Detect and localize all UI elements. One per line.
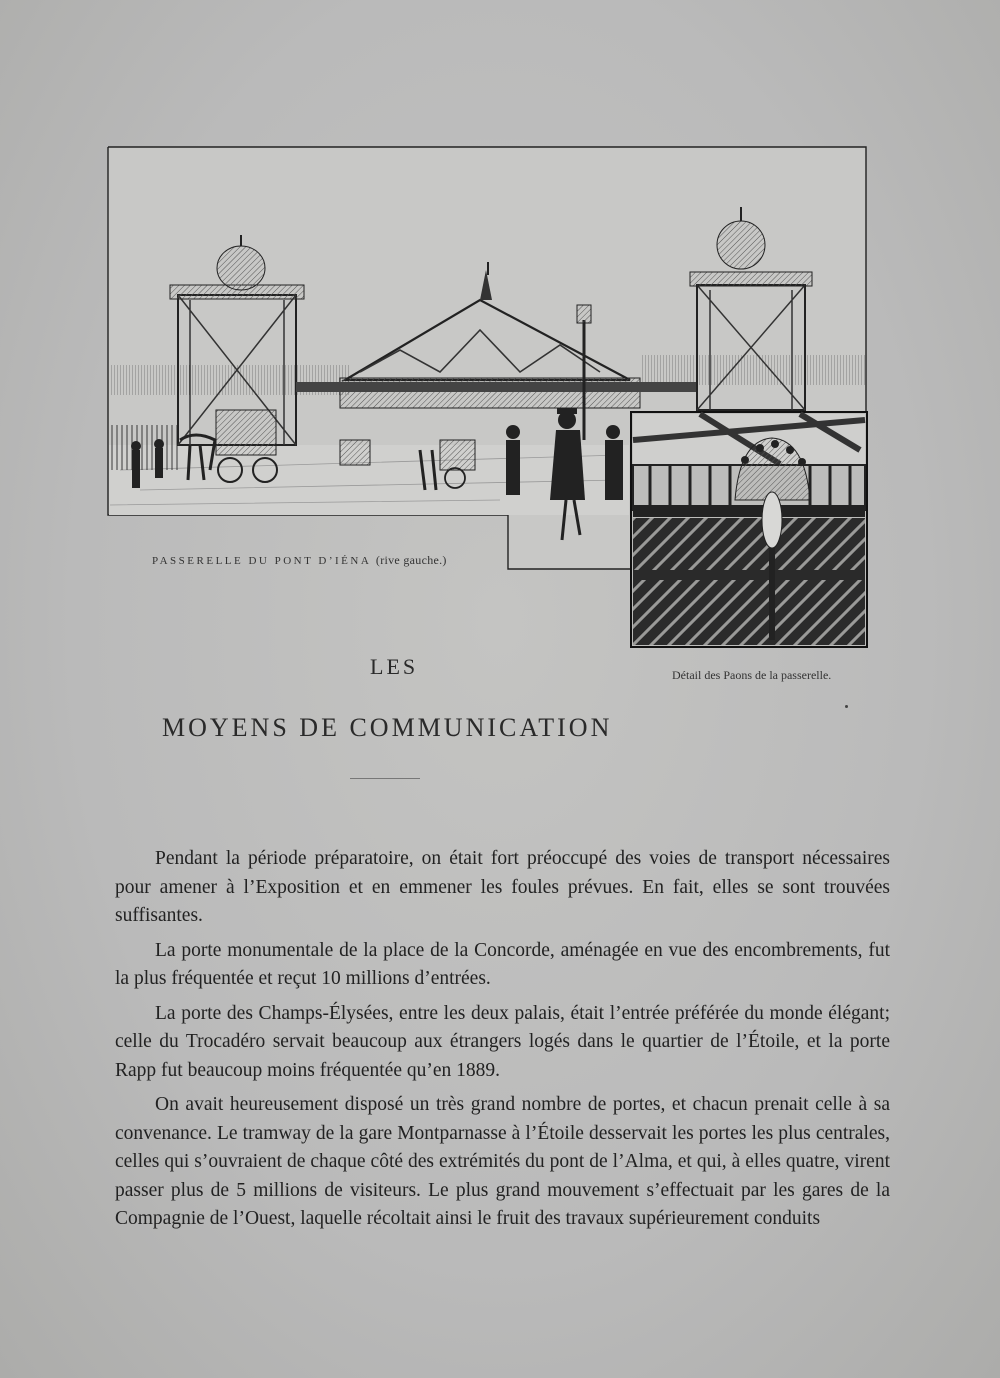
heading-les: LES	[370, 654, 419, 679]
body-text	[115, 845, 890, 1240]
caption-passerelle-label: PASSERELLE DU PONT D’IÉNA	[152, 555, 371, 567]
engraving-illustration	[0, 0, 1000, 660]
paragraph: On avait heureusement disposé un très grand nombre de portes, et chacun prenait celle à sa convenance. Le tramway de la gare Montparnasse à l’Étoile desservait les portes les plus centrales, celles qui s’ouvraient de chaque côté des extrémités du pont de l’Alma, et qui, à elles quatre, virent passer plus de 5 millions de visiteurs. Le plus grand mouvement s’effectuait par les gares de la Compagnie de l’Ouest, laquelle récoltait ainsi le fruit des travaux supérieurement conduits	[115, 1094, 890, 1229]
paragraph: La porte monumentale de la place de la Concorde, aménagée en vue des encombrements, fut la plus fréquentée et reçut 10 millions d’entrées.	[115, 939, 890, 989]
caption-passerelle	[152, 553, 447, 568]
heading-rule	[350, 778, 420, 779]
caption-passerelle-sub: (rive gauche.)	[375, 553, 447, 567]
paragraph: La porte des Champs-Élysées, entre les deux palais, était l’entrée préférée du monde élégant; celle du Trocadéro servait beaucoup aux étrangers logés dans le quartier de l’Étoile, et la porte Rapp fut beaucoup moins fréquentée qu’en 1889.	[115, 1002, 890, 1081]
caption-detail: Détail des Paons de la passerelle.	[672, 668, 832, 682]
paragraph: Pendant la période préparatoire, on était fort préoccupé des voies de transport nécessaires pour amener à l’Exposition et en emmener les foules prévues. En fait, elles se sont trouvées suffisantes.	[115, 848, 890, 926]
heading-title: MOYENS DE COMMUNICATION	[162, 713, 613, 742]
peacock-detail-inset	[631, 412, 867, 647]
ink-dot	[845, 705, 848, 708]
